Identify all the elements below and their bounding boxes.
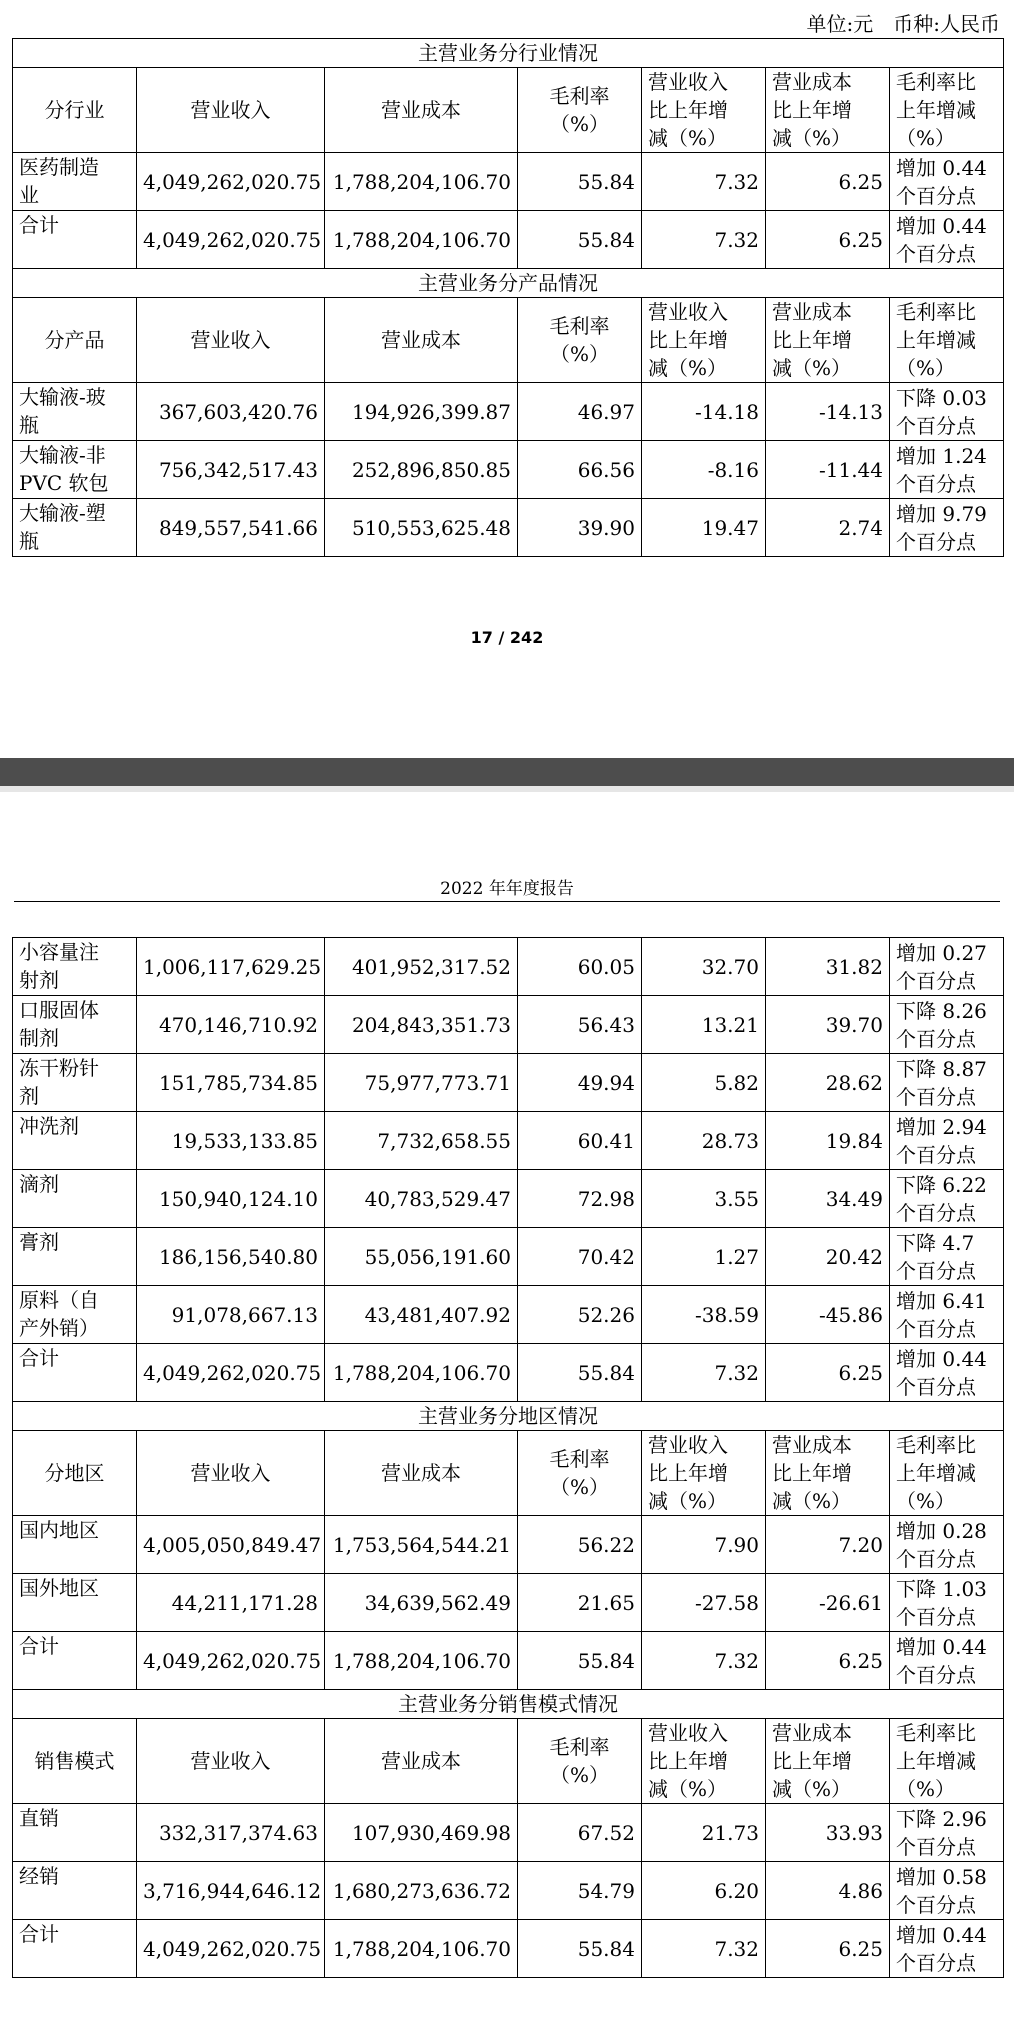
cost-change-cell: 39.70	[766, 996, 890, 1054]
header-revenue-change: 营业收入 比上年增 减（%）	[642, 1431, 766, 1516]
cost-cell: 1,788,204,106.70	[325, 1344, 518, 1402]
revenue-change-cell: 6.20	[642, 1862, 766, 1920]
report-running-header: 2022 年年度报告	[440, 879, 574, 899]
header-gross-margin: 毛利率 （%）	[518, 1719, 642, 1804]
margin-change-cell: 下降 8.87 个百分点	[890, 1054, 1004, 1112]
revenue-cell: 151,785,734.85	[137, 1054, 325, 1112]
cost-change-cell: 31.82	[766, 938, 890, 996]
row-label: 小容量注 射剂	[13, 938, 137, 996]
main-business-table-page17	[12, 38, 1004, 557]
revenue-change-cell: 19.47	[642, 499, 766, 557]
revenue-cell: 4,049,262,020.75	[137, 1920, 325, 1978]
page-number: 17 / 242	[470, 628, 544, 647]
cost-change-cell: 34.49	[766, 1170, 890, 1228]
row-label: 合计	[13, 1344, 137, 1402]
cost-cell: 401,952,317.52	[325, 938, 518, 996]
row-label: 原料（自 产外销）	[13, 1286, 137, 1344]
cost-change-cell: -45.86	[766, 1286, 890, 1344]
header-cost: 营业成本	[325, 1431, 518, 1516]
revenue-change-cell: -27.58	[642, 1574, 766, 1632]
cost-cell: 7,732,658.55	[325, 1112, 518, 1170]
row-label: 大输液-非 PVC 软包	[13, 441, 137, 499]
revenue-change-cell: 7.32	[642, 211, 766, 269]
revenue-cell: 91,078,667.13	[137, 1286, 325, 1344]
revenue-change-cell: 7.32	[642, 153, 766, 211]
table-row	[13, 1228, 1004, 1286]
header-cost-change: 营业成本 比上年增 减（%）	[766, 298, 890, 383]
row-label: 冻干粉针 剂	[13, 1054, 137, 1112]
row-label: 经销	[13, 1862, 137, 1920]
header-rule	[14, 901, 1000, 902]
margin-change-cell: 增加 9.79 个百分点	[890, 499, 1004, 557]
margin-change-cell: 增加 0.44 个百分点	[890, 1920, 1004, 1978]
gross-margin-cell: 70.42	[518, 1228, 642, 1286]
header-category: 分地区	[13, 1431, 137, 1516]
cost-cell: 43,481,407.92	[325, 1286, 518, 1344]
revenue-cell: 4,049,262,020.75	[137, 1632, 325, 1690]
table-row	[13, 996, 1004, 1054]
gross-margin-cell: 72.98	[518, 1170, 642, 1228]
row-label: 国外地区	[13, 1574, 137, 1632]
header-margin-change: 毛利率比 上年增减 （%）	[890, 1719, 1004, 1804]
table-row	[13, 1516, 1004, 1574]
gross-margin-cell: 55.84	[518, 153, 642, 211]
revenue-change-cell: 21.73	[642, 1804, 766, 1862]
row-label: 合计	[13, 211, 137, 269]
page-break-bar	[0, 758, 1014, 786]
section-title: 主营业务分地区情况	[13, 1402, 1004, 1431]
cost-cell: 1,788,204,106.70	[325, 153, 518, 211]
cost-cell: 1,680,273,636.72	[325, 1862, 518, 1920]
row-label: 国内地区	[13, 1516, 137, 1574]
revenue-cell: 3,716,944,646.12	[137, 1862, 325, 1920]
header-revenue: 营业收入	[137, 1431, 325, 1516]
row-label: 大输液-塑 瓶	[13, 499, 137, 557]
revenue-cell: 19,533,133.85	[137, 1112, 325, 1170]
margin-change-cell: 下降 4.7 个百分点	[890, 1228, 1004, 1286]
header-cost: 营业成本	[325, 1719, 518, 1804]
column-header-row	[13, 68, 1004, 153]
header-gross-margin: 毛利率 （%）	[518, 68, 642, 153]
revenue-change-cell: 5.82	[642, 1054, 766, 1112]
revenue-change-cell: 7.32	[642, 1632, 766, 1690]
revenue-cell: 4,005,050,849.47	[137, 1516, 325, 1574]
section-title-row	[13, 269, 1004, 298]
margin-change-cell: 下降 0.03 个百分点	[890, 383, 1004, 441]
table-row	[13, 1054, 1004, 1112]
revenue-change-cell: 7.32	[642, 1344, 766, 1402]
header-revenue-change: 营业收入 比上年增 减（%）	[642, 298, 766, 383]
section-title-row	[13, 39, 1004, 68]
cost-change-cell: 7.20	[766, 1516, 890, 1574]
margin-change-cell: 增加 0.27 个百分点	[890, 938, 1004, 996]
margin-change-cell: 下降 6.22 个百分点	[890, 1170, 1004, 1228]
gross-margin-cell: 55.84	[518, 211, 642, 269]
cost-cell: 194,926,399.87	[325, 383, 518, 441]
header-category: 分产品	[13, 298, 137, 383]
table-row	[13, 1920, 1004, 1978]
revenue-change-cell: 28.73	[642, 1112, 766, 1170]
gross-margin-cell: 55.84	[518, 1920, 642, 1978]
margin-change-cell: 下降 2.96 个百分点	[890, 1804, 1004, 1862]
revenue-cell: 4,049,262,020.75	[137, 211, 325, 269]
cost-change-cell: -26.61	[766, 1574, 890, 1632]
table-row	[13, 441, 1004, 499]
gross-margin-cell: 39.90	[518, 499, 642, 557]
cost-cell: 1,788,204,106.70	[325, 1920, 518, 1978]
revenue-cell: 44,211,171.28	[137, 1574, 325, 1632]
table-row	[13, 211, 1004, 269]
header-gross-margin: 毛利率 （%）	[518, 298, 642, 383]
column-header-row	[13, 1431, 1004, 1516]
cost-change-cell: 6.25	[766, 1344, 890, 1402]
row-label: 直销	[13, 1804, 137, 1862]
revenue-cell: 150,940,124.10	[137, 1170, 325, 1228]
gross-margin-cell: 60.41	[518, 1112, 642, 1170]
margin-change-cell: 增加 2.94 个百分点	[890, 1112, 1004, 1170]
main-business-table-page18	[12, 937, 1004, 1978]
header-margin-change: 毛利率比 上年增减 （%）	[890, 68, 1004, 153]
gross-margin-cell: 60.05	[518, 938, 642, 996]
revenue-change-cell: 1.27	[642, 1228, 766, 1286]
row-label: 大输液-玻 瓶	[13, 383, 137, 441]
row-label: 合计	[13, 1920, 137, 1978]
gross-margin-cell: 67.52	[518, 1804, 642, 1862]
revenue-change-cell: 3.55	[642, 1170, 766, 1228]
gross-margin-cell: 54.79	[518, 1862, 642, 1920]
section-title: 主营业务分产品情况	[13, 269, 1004, 298]
header-revenue: 营业收入	[137, 68, 325, 153]
revenue-cell: 756,342,517.43	[137, 441, 325, 499]
gross-margin-cell: 56.22	[518, 1516, 642, 1574]
margin-change-cell: 增加 0.44 个百分点	[890, 153, 1004, 211]
header-cost-change: 营业成本 比上年增 减（%）	[766, 68, 890, 153]
table-row	[13, 1286, 1004, 1344]
table-row	[13, 1112, 1004, 1170]
header-revenue: 营业收入	[137, 1719, 325, 1804]
header-margin-change: 毛利率比 上年增减 （%）	[890, 298, 1004, 383]
cost-cell: 1,753,564,544.21	[325, 1516, 518, 1574]
gross-margin-cell: 49.94	[518, 1054, 642, 1112]
table-row	[13, 499, 1004, 557]
revenue-change-cell: 32.70	[642, 938, 766, 996]
header-revenue-change: 营业收入 比上年增 减（%）	[642, 1719, 766, 1804]
revenue-cell: 849,557,541.66	[137, 499, 325, 557]
gross-margin-cell: 55.84	[518, 1632, 642, 1690]
margin-change-cell: 增加 1.24 个百分点	[890, 441, 1004, 499]
header-cost-change: 营业成本 比上年增 减（%）	[766, 1431, 890, 1516]
revenue-change-cell: -8.16	[642, 441, 766, 499]
section-title-row	[13, 1402, 1004, 1431]
unit-currency-note: 单位:元 币种:人民币	[806, 12, 1000, 36]
header-category: 销售模式	[13, 1719, 137, 1804]
cost-change-cell: 6.25	[766, 1920, 890, 1978]
cost-change-cell: 20.42	[766, 1228, 890, 1286]
margin-change-cell: 下降 1.03 个百分点	[890, 1574, 1004, 1632]
header-revenue-change: 营业收入 比上年增 减（%）	[642, 68, 766, 153]
cost-change-cell: 6.25	[766, 211, 890, 269]
cost-cell: 40,783,529.47	[325, 1170, 518, 1228]
section-title: 主营业务分行业情况	[13, 39, 1004, 68]
row-label: 冲洗剂	[13, 1112, 137, 1170]
gross-margin-cell: 21.65	[518, 1574, 642, 1632]
revenue-cell: 332,317,374.63	[137, 1804, 325, 1862]
column-header-row	[13, 1719, 1004, 1804]
section-title-row	[13, 1690, 1004, 1719]
cost-cell: 204,843,351.73	[325, 996, 518, 1054]
revenue-cell: 367,603,420.76	[137, 383, 325, 441]
revenue-change-cell: 7.90	[642, 1516, 766, 1574]
row-label: 口服固体 制剂	[13, 996, 137, 1054]
revenue-cell: 4,049,262,020.75	[137, 1344, 325, 1402]
table-row	[13, 153, 1004, 211]
table-row	[13, 1170, 1004, 1228]
row-label: 医药制造 业	[13, 153, 137, 211]
cost-change-cell: 4.86	[766, 1862, 890, 1920]
column-header-row	[13, 298, 1004, 383]
revenue-cell: 186,156,540.80	[137, 1228, 325, 1286]
revenue-cell: 470,146,710.92	[137, 996, 325, 1054]
margin-change-cell: 增加 0.28 个百分点	[890, 1516, 1004, 1574]
revenue-change-cell: -38.59	[642, 1286, 766, 1344]
cost-cell: 252,896,850.85	[325, 441, 518, 499]
margin-change-cell: 增加 0.44 个百分点	[890, 211, 1004, 269]
table-row	[13, 1574, 1004, 1632]
cost-change-cell: 33.93	[766, 1804, 890, 1862]
cost-change-cell: 6.25	[766, 1632, 890, 1690]
header-cost-change: 营业成本 比上年增 减（%）	[766, 1719, 890, 1804]
row-label: 膏剂	[13, 1228, 137, 1286]
header-cost: 营业成本	[325, 298, 518, 383]
cost-cell: 107,930,469.98	[325, 1804, 518, 1862]
header-category: 分行业	[13, 68, 137, 153]
gross-margin-cell: 55.84	[518, 1344, 642, 1402]
cost-change-cell: -11.44	[766, 441, 890, 499]
cost-cell: 55,056,191.60	[325, 1228, 518, 1286]
table-row	[13, 383, 1004, 441]
revenue-cell: 4,049,262,020.75	[137, 153, 325, 211]
margin-change-cell: 增加 0.44 个百分点	[890, 1344, 1004, 1402]
revenue-cell: 1,006,117,629.25	[137, 938, 325, 996]
cost-cell: 1,788,204,106.70	[325, 1632, 518, 1690]
revenue-change-cell: 13.21	[642, 996, 766, 1054]
margin-change-cell: 下降 8.26 个百分点	[890, 996, 1004, 1054]
table-row	[13, 1862, 1004, 1920]
section-title: 主营业务分销售模式情况	[13, 1690, 1004, 1719]
gross-margin-cell: 66.56	[518, 441, 642, 499]
cost-change-cell: 2.74	[766, 499, 890, 557]
header-cost: 营业成本	[325, 68, 518, 153]
gross-margin-cell: 56.43	[518, 996, 642, 1054]
revenue-change-cell: -14.18	[642, 383, 766, 441]
cost-cell: 1,788,204,106.70	[325, 211, 518, 269]
cost-change-cell: 6.25	[766, 153, 890, 211]
revenue-change-cell: 7.32	[642, 1920, 766, 1978]
table-row	[13, 1344, 1004, 1402]
table-row	[13, 1632, 1004, 1690]
cost-cell: 34,639,562.49	[325, 1574, 518, 1632]
header-gross-margin: 毛利率 （%）	[518, 1431, 642, 1516]
row-label: 合计	[13, 1632, 137, 1690]
margin-change-cell: 增加 0.44 个百分点	[890, 1632, 1004, 1690]
margin-change-cell: 增加 0.58 个百分点	[890, 1862, 1004, 1920]
cost-cell: 75,977,773.71	[325, 1054, 518, 1112]
cost-change-cell: -14.13	[766, 383, 890, 441]
table-row	[13, 1804, 1004, 1862]
cost-change-cell: 28.62	[766, 1054, 890, 1112]
cost-cell: 510,553,625.48	[325, 499, 518, 557]
page-break-shadow	[0, 786, 1014, 792]
gross-margin-cell: 46.97	[518, 383, 642, 441]
margin-change-cell: 增加 6.41 个百分点	[890, 1286, 1004, 1344]
header-margin-change: 毛利率比 上年增减 （%）	[890, 1431, 1004, 1516]
row-label: 滴剂	[13, 1170, 137, 1228]
cost-change-cell: 19.84	[766, 1112, 890, 1170]
header-revenue: 营业收入	[137, 298, 325, 383]
gross-margin-cell: 52.26	[518, 1286, 642, 1344]
table-row	[13, 938, 1004, 996]
